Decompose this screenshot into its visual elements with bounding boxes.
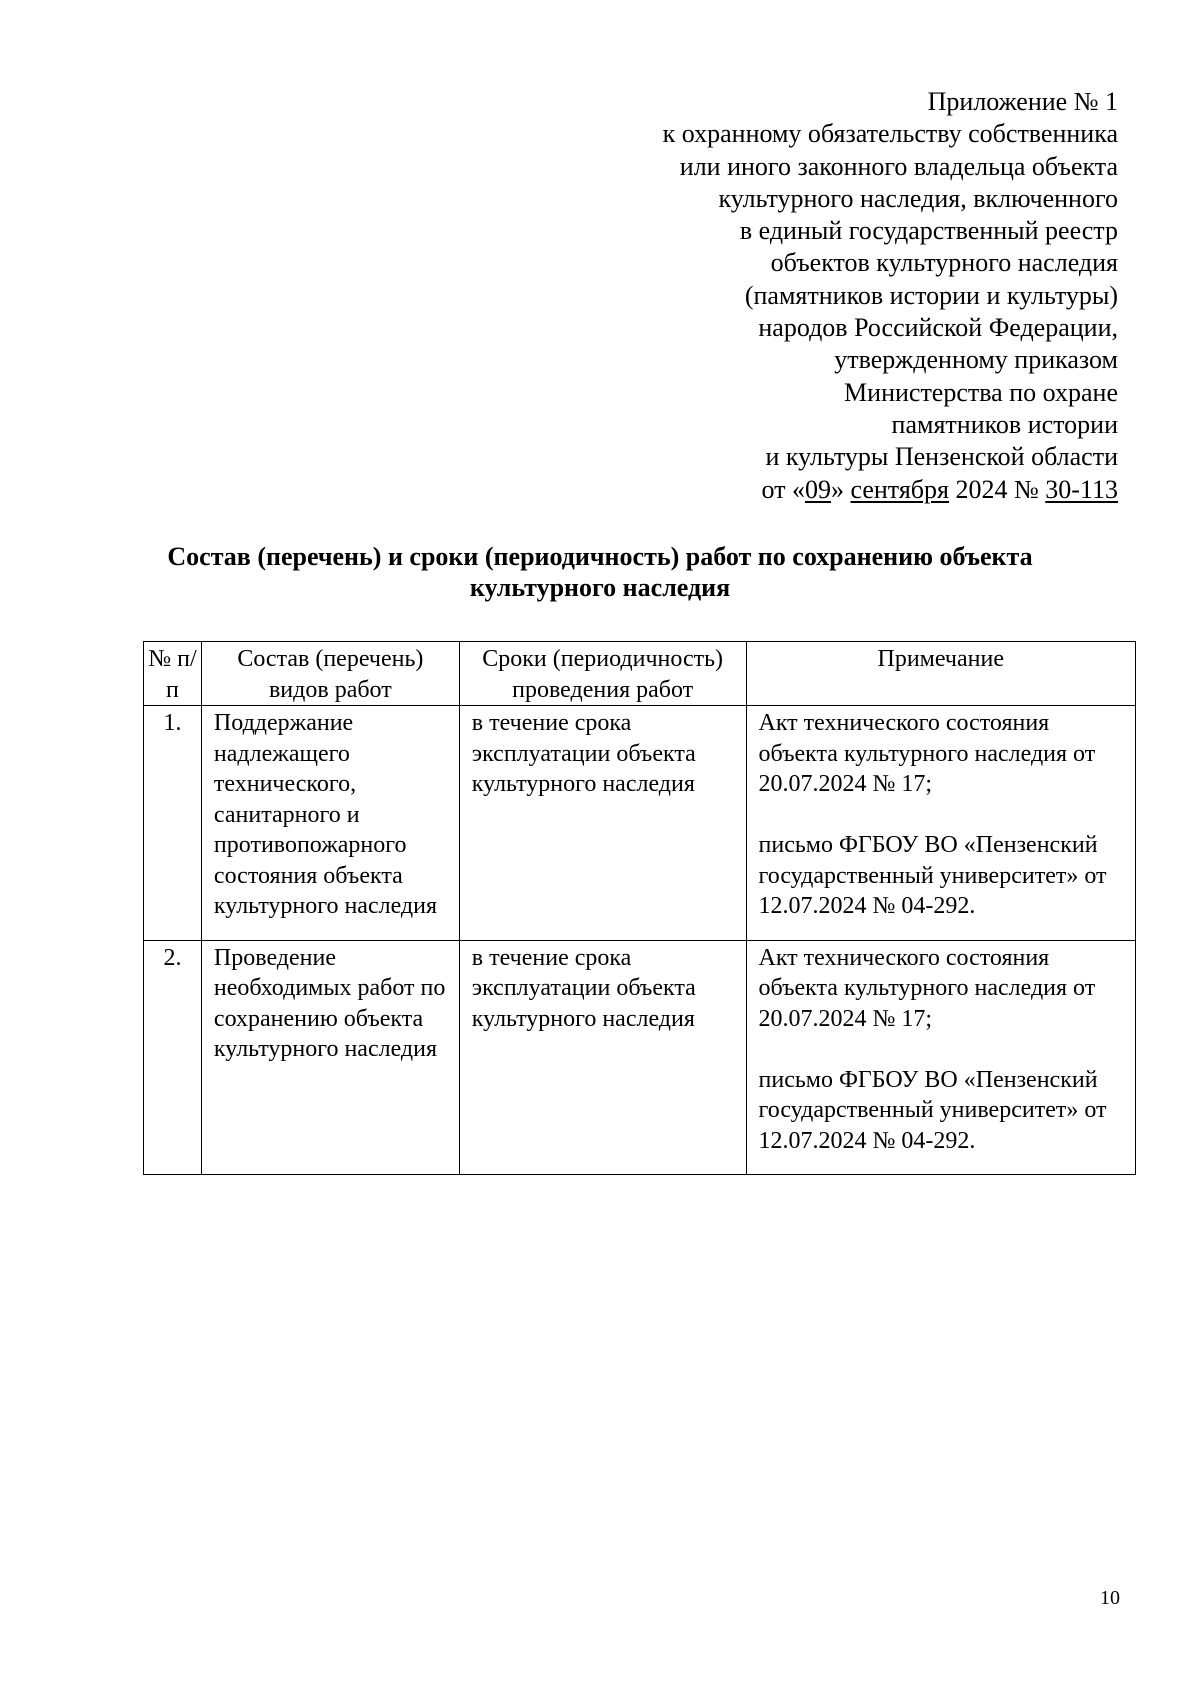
order-year-part: 2024 № xyxy=(948,474,1046,504)
header-line: Министерства по охране xyxy=(844,377,1118,407)
appendix-header xyxy=(558,86,1118,506)
document-title xyxy=(130,541,1070,603)
date-prefix: от « xyxy=(761,474,805,504)
table-row xyxy=(144,706,1136,941)
order-day: 09 xyxy=(805,474,831,504)
header-line: Приложение № 1 xyxy=(927,87,1118,116)
works-table xyxy=(143,641,1136,1175)
date-mid: » xyxy=(831,474,851,504)
row-note xyxy=(746,706,1136,941)
header-number: № п/п xyxy=(144,642,202,706)
title-line-2: культурного наследия xyxy=(469,573,731,602)
header-line: культурного наследия, включенного xyxy=(718,183,1118,213)
table-header-row xyxy=(144,642,1136,706)
note-spacer xyxy=(759,800,1130,831)
table-row xyxy=(144,940,1136,1175)
header-line: памятников истории xyxy=(891,409,1118,439)
note-letter: письмо ФГБОУ ВО «Пензенский государственный университет» от 12.07.2024 № 04-292. xyxy=(758,832,1107,919)
header-note: Примечание xyxy=(746,642,1136,706)
header-line: объектов культурного наследия xyxy=(770,248,1118,278)
row-term: в течение срока эксплуатации объекта культурного наследия xyxy=(459,940,746,1175)
row-work: Поддержание надлежащего технического, санитарного и противопожарного состояния объекта культурного наследия xyxy=(201,706,459,941)
row-work: Проведение необходимых работ по сохранению объекта культурного наследия xyxy=(201,940,459,1175)
header-terms: Сроки (периодичность) проведения работ xyxy=(459,642,746,706)
note-spacer xyxy=(759,1034,1130,1065)
row-term: в течение срока эксплуатации объекта культурного наследия xyxy=(459,706,746,941)
header-line: к охранному обязательству собственника xyxy=(662,119,1118,149)
order-date-line xyxy=(558,474,1118,506)
row-number: 2. xyxy=(144,940,202,1175)
order-month: сентября xyxy=(850,474,949,504)
header-line: или иного законного владельца объекта xyxy=(679,151,1118,181)
note-act: Акт технического состояния объекта культурного наследия от 20.07.2024 № 17; xyxy=(758,710,1096,797)
row-note xyxy=(746,940,1136,1175)
header-works: Состав (перечень) видов работ xyxy=(201,642,459,706)
order-number: 30-113 xyxy=(1045,474,1118,504)
header-line: (памятников истории и культуры) xyxy=(744,280,1118,310)
note-act: Акт технического состояния объекта культурного наследия от 20.07.2024 № 17; xyxy=(758,944,1096,1032)
header-line: утвержденному приказом xyxy=(834,345,1118,375)
note-letter: письмо ФГБОУ ВО «Пензенский государственный университет» от 12.07.2024 № 04-292. xyxy=(758,1066,1107,1154)
title-line-1: Состав (перечень) и сроки (периодичность) работ по сохранению объекта xyxy=(167,542,1033,571)
row-number: 1. xyxy=(144,706,202,941)
header-line: народов Российской Федерации, xyxy=(758,313,1118,343)
header-line: и культуры Пензенской области xyxy=(765,442,1118,472)
header-line: в единый государственный реестр xyxy=(739,216,1118,246)
page-number: 10 xyxy=(1100,1587,1120,1609)
